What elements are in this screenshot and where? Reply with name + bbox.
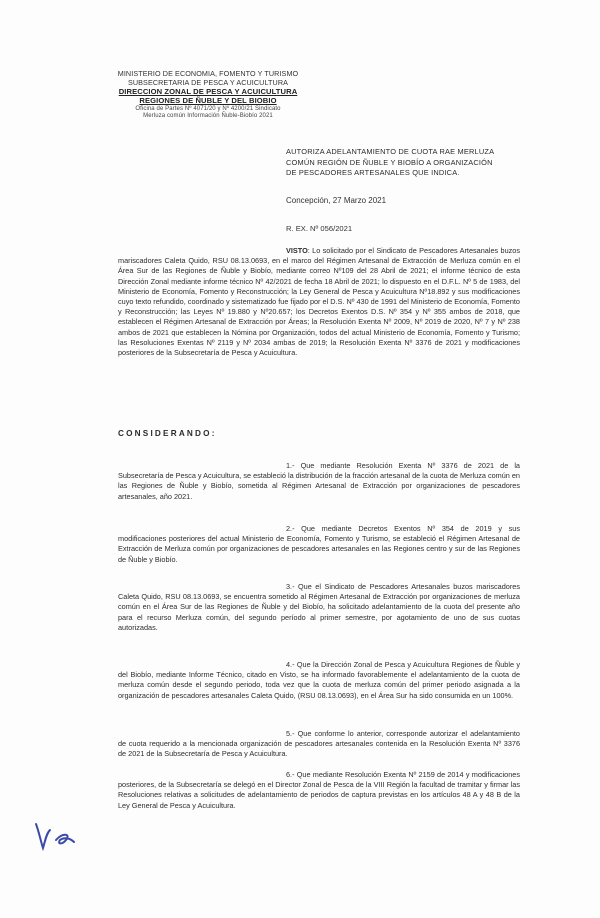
considerando-text: 2.- Que mediante Decretos Exentos Nº 354 de 2019 y sus modificaciones posteriores del actual Ministerio de Economía, Fomento y Turismo, se estableció el Régimen Artesanal de Extracción de Merluza común por organizaciones de pescadores artesanales en las Regiones centro y sur de las Regiones de Ñuble y Biobío. xyxy=(118,524,520,564)
resolution-subject xyxy=(286,147,534,179)
directorate-name: DIRECCION ZONAL DE PESCA Y ACUICULTURA xyxy=(118,87,298,97)
visto-label: VISTO xyxy=(286,246,308,255)
considerando-item xyxy=(118,729,520,760)
initials-mark-icon xyxy=(30,818,80,854)
considerando-item xyxy=(118,461,520,502)
letterhead xyxy=(108,70,308,120)
resolution-number: R. EX. Nº 056/2021 xyxy=(286,224,353,233)
considerando-item xyxy=(118,660,520,701)
considerando-item xyxy=(118,582,520,633)
considerando-text: 6.- Que mediante Resolución Exenta Nº 2159 de 2014 y modificaciones posteriores, de la Subsecretaría se delegó en el Director Zonal de Pesca de la VIII Región la facultad de tramitar y firmar las Resoluciones relativas a solicitudes de adelantamiento de periodos de captura previstas en los artículos 48 A y 48 B de la Ley General de Pesca y Acuicultura. xyxy=(118,770,520,810)
ministry-name: MINISTERIO DE ECONOMIA, FOMENTO Y TURISMO xyxy=(117,69,299,78)
place-date: Concepción, 27 Marzo 2021 xyxy=(286,196,387,205)
subject-line: COMÚN REGIÓN DE ÑUBLE Y BIOBÍO A ORGANIZACIÓN xyxy=(286,157,493,167)
subject-line: DE PESCADORES ARTESANALES QUE INDICA. xyxy=(286,168,460,178)
considerando-item xyxy=(118,770,520,811)
undersecretariat-name: SUBSECRETARIA DE PESCA Y ACUICULTURA xyxy=(127,77,289,87)
subject-line: AUTORIZA ADELANTAMIENTO DE CUOTA RAE MERLUZA xyxy=(286,147,495,156)
visto-text: : Lo solicitado por el Sindicato de Pescadores Artesanales buzos mariscadores Caleta Quido, RSU 08.13.0693, en el marco del Régimen Artesanal de Extracción de Merluza común en el Área Sur de las Regiones de Ñuble y Biobío, mediante correo Nº109 del 28 Abril de 2021; el informe técnico de esta Dirección Zonal mediante informe técnico Nº 42/2021 de fecha 18 Abril de 2021; lo dispuesto en el D.F.L. Nº 5 de 1983, del Ministerio de Economía, Fomento y Reconstrucción; la Ley General de Pesca y Acuicultura Nº18.892 y sus modificaciones cuyo texto refundido, coordinado y sistematizado fue fijado por el D.S. Nº 430 de 1991 del Ministerio de Economía, Fomento y Reconstrucción; las Leyes Nº 19.880 y Nº20.657; los Decretos Exentos D.S. Nº 354 y Nº 355 ambos de 2018, que establecen el Régimen Artesanal de Extracción por Áreas; la Resolución Exenta Nº 2009, Nº 2019 de 2020, Nº 7 y Nº 238 ambos de 2021 que establecen la Nómina por Organización, todos del actual Ministerio de Economía, Fomento y Turismo; las Resoluciones Exentas Nº 2119 y Nº 2034 ambas de 2019; la Resolución Exenta Nº 3376 de 2021 y modificaciones posteriores de la Subsecretaría de Pesca y Acuicultura. xyxy=(118,246,520,358)
considerando-heading: CONSIDERANDO: xyxy=(118,429,217,438)
handwritten-initials xyxy=(30,818,80,859)
considerando-text: 1.- Que mediante Resolución Exenta Nº 3376 de 2021 de la Subsecretaría de Pesca y Acuicultura, se estableció la distribución de la fracción artesanal de la cuota de Merluza común en las Regiones de Ñuble y Biobío, sometida al Régimen Artesanal de Extracción por organizaciones de pescadores artesanales, año 2021. xyxy=(118,461,520,501)
reference-line: Merluza común Información Ñuble-Biobío 2021 xyxy=(143,112,273,119)
reference-line: Oficina de Partes Nº 4071/20 y Nº 4200/21 Sindicato xyxy=(135,105,281,112)
considerando-item xyxy=(118,524,520,565)
visto-paragraph xyxy=(118,246,520,358)
regions-name: REGIONES DE ÑUBLE Y DEL BIOBIO xyxy=(139,96,277,106)
considerando-text: 5.- Que conforme lo anterior, corresponde autorizar el adelantamiento de cuota requerido a la mencionada organización de pescadores artesanales contenida en la Resolución Exenta Nº 3376 de 2021 de la Subsecretaría de Pesca y Acuicultura. xyxy=(118,729,520,759)
considerando-text: 4.- Que la Dirección Zonal de Pesca y Acuicultura Regiones de Ñuble y del Biobío, mediante Informe Técnico, citado en Visto, se ha informado favorablemente el adelantamiento de la cuota de merluza común desde el segundo periodo, toda vez que la cuota de merluza común del primer periodo asignada a la organización de pescadores artesanales Caleta Quido, (RSU 08.13.0693), en el Área Sur ha sido consumida en un 100%. xyxy=(118,660,520,700)
considerando-text: 3.- Que el Sindicato de Pescadores Artesanales buzos mariscadores Caleta Quido, RSU 08.13.0693, se encuentra sometido al Régimen Artesanal de Extracción por organizaciones de merluza común en el Área Sur de las Regiones de Ñuble y del Biobío, ha solicitado adelantamiento de la cuota del presente año para el recurso Merluza común, del segundo período al primer semestre, por agotamiento de uno de sus cuotas autorizadas. xyxy=(118,582,520,632)
